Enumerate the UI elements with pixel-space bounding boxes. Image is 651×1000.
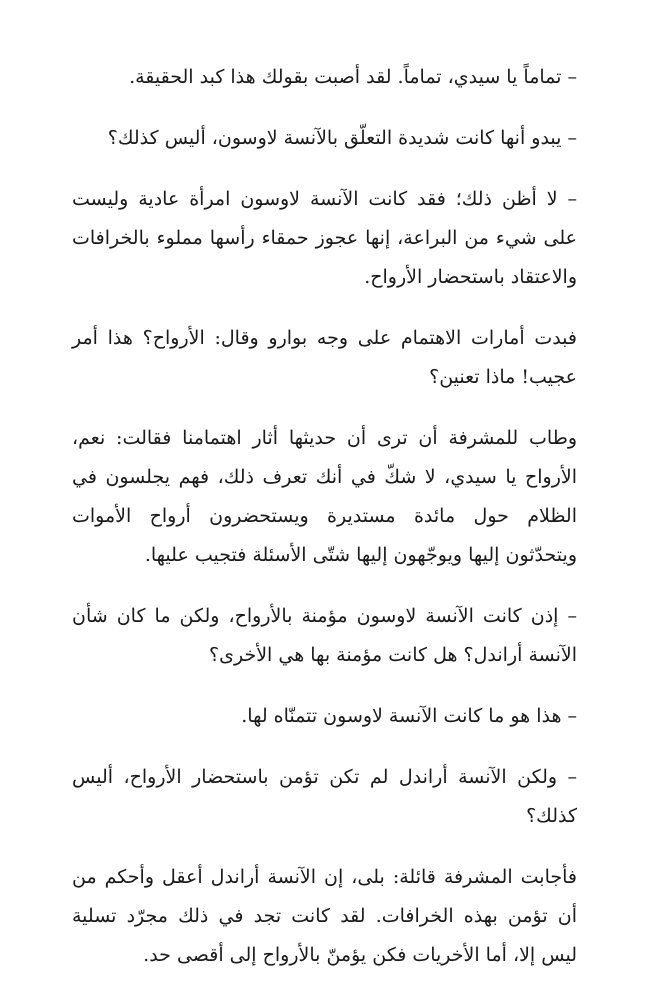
dialogue-paragraph: – يبدو أنها كانت شديدة التعلّق بالآنسة لاوسون، أليس كذلك؟	[107, 127, 577, 149]
dialogue-paragraph: – ولكن الآنسة أراندل لم تكن تؤمن باستحضار الأرواح، أليس كذلك؟	[72, 766, 577, 827]
dialogue-paragraph: – تماماً يا سيدي، تماماً. لقد أصبت بقولك هذا كبد الحقيقة.	[129, 66, 577, 88]
dialogue-paragraph: – إذن كانت الآنسة لاوسون مؤمنة بالأرواح، ولكن ما كان شأن الآنسة أراندل؟ هل كانت مؤمنة بها هي الأخرى؟	[72, 605, 577, 666]
narration-paragraph: فأجابت المشرفة قائلة: بلى، إن الآنسة أراندل أعقل وأحكم من أن تؤمن بهذه الخرافات. لقد كانت تجد في ذلك مجرّد تسلية ليس إلا، أما الأخريات فكن يؤمنّ بالأرواح إلى أقصى حد.	[72, 866, 577, 966]
dialogue-paragraph: – لا أظن ذلك؛ فقد كانت الآنسة لاوسون امرأة عادية وليست على شيء من البراعة، إنها عجوز حمقاء رأسها مملوء بالخرافات والاعتقاد باستحضار الأرواح.	[72, 188, 577, 288]
narration-paragraph: فبدت أمارات الاهتمام على وجه بوارو وقال: الأرواح؟ هذا أمر عجيب! ماذا تعنين؟	[72, 327, 577, 388]
narration-paragraph: وطاب للمشرفة أن ترى أن حديثها أثار اهتمامنا فقالت: نعم، الأرواح يا سيدي، لا شكّ في أنك تعرف ذلك، فهم يجلسون في الظلام حول مائدة مستديرة ويستحضرون أرواح الأموات ويتحدّثون إليها ويوجّهون إليها شتّى الأسئلة فتجيب عليها.	[72, 427, 577, 566]
dialogue-paragraph: – هذا هو ما كانت الآنسة لاوسون تتمنّاه لها.	[241, 705, 577, 727]
